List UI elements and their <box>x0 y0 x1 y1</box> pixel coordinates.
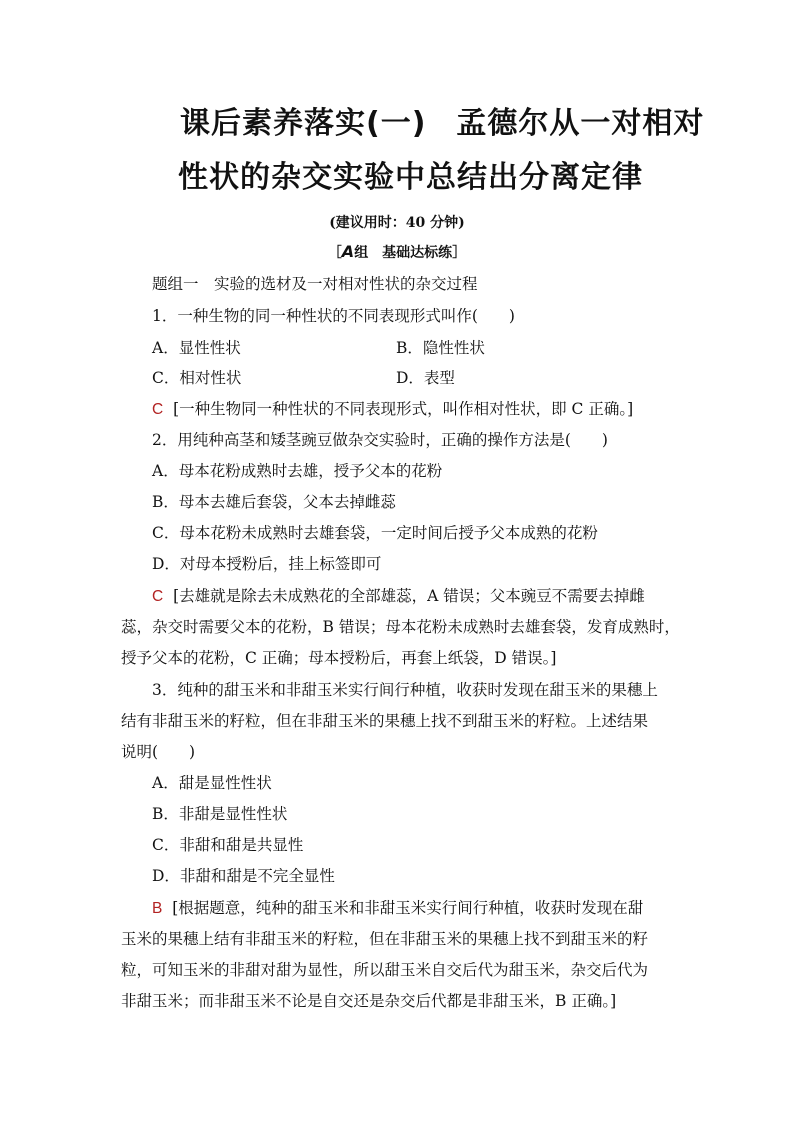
q1-option-c: C．相对性状 <box>152 369 242 387</box>
q3-explanation-2: 玉米的果穗上结有非甜玉米的籽粒，但在非甜玉米的果穗上找不到甜玉米的籽 <box>121 930 649 948</box>
q2-explanation-1: [去雄就是除去未成熟花的全部雄蕊，A 错误；父本豌豆不需要去掉雌 <box>173 587 645 605</box>
q2-option-d: D．对母本授粉后，挂上标签即可 <box>152 555 382 573</box>
q3-option-b: B．非甜是显性性状 <box>152 805 288 823</box>
q3-answer: B <box>152 900 163 917</box>
q2-explanation-3: 授予父本的花粉，C 正确；母本授粉后，再套上纸袋，D 错误。] <box>121 649 557 667</box>
group-heading <box>0 242 794 262</box>
q3-explanation-3: 粒，可知玉米的非甜对甜为显性，所以甜玉米自交后代为甜玉米，杂交后代为 <box>121 961 649 979</box>
q1-explanation: [一种生物同一种性状的不同表现形式，叫作相对性状，即 C 正确。] <box>173 400 634 418</box>
q2-option-a: A．母本花粉成熟时去雄，授予父本的花粉 <box>152 462 443 480</box>
q2-stem: 2．用纯种高茎和矮茎豌豆做杂交实验时，正确的操作方法是( ) <box>152 431 608 449</box>
q3-explanation-1: [根据题意，纯种的甜玉米和非甜玉米实行间行种植，收获时发现在甜 <box>172 899 644 917</box>
q3-stem-3: 说明( ) <box>121 743 196 761</box>
q2-answer-line <box>152 586 645 607</box>
suggested-time: (建议用时：40 分钟) <box>329 215 465 231</box>
q1-answer-line <box>152 399 633 420</box>
title-series: 课后素养落实(一) <box>180 106 427 141</box>
title-topic-start: 孟德尔从一对相对 <box>456 106 705 141</box>
q2-explanation-2: 蕊，杂交时需要父本的花粉，B 错误；母本花粉未成熟时去雄套袋，发育成熟时， <box>121 618 680 636</box>
group-bracket-right: ］ <box>452 245 467 261</box>
q3-explanation-4: 非甜玉米；而非甜玉米不论是自交还是杂交后代都是非甜玉米，B 正确。] <box>121 992 617 1010</box>
group-bracket-left: ［ <box>327 245 342 261</box>
q1-option-a: A．显性性状 <box>152 339 241 357</box>
q3-option-c: C．非甜和甜是共显性 <box>152 836 304 854</box>
q1-answer: C <box>152 401 164 418</box>
q2-option-c: C．母本花粉未成熟时去雄套袋，一定时间后授予父本成熟的花粉 <box>152 524 598 542</box>
q1-option-b: B．隐性性状 <box>396 339 485 357</box>
q1-stem: 1．一种生物的同一种性状的不同表现形式叫作( ) <box>152 307 515 325</box>
q1-option-d: D．表型 <box>396 369 455 387</box>
group-label: 组 基础达标练 <box>354 245 453 261</box>
page-title-line-1 <box>180 98 740 142</box>
group-letter: A <box>341 242 355 261</box>
page-title-line-2: 性状的杂交实验中总结出分离定律 <box>178 160 643 195</box>
q2-option-b: B．母本去雄后套袋，父本去掉雌蕊 <box>152 493 396 511</box>
section-title: 题组一 实验的选材及一对相对性状的杂交过程 <box>152 275 478 293</box>
q3-stem-1: 3．纯种的甜玉米和非甜玉米实行间行种植，收获时发现在甜玉米的果穗上 <box>152 681 658 699</box>
q3-option-a: A．甜是显性性状 <box>152 774 272 792</box>
q3-option-d: D．非甜和甜是不完全显性 <box>152 867 335 885</box>
q3-answer-line <box>152 898 643 919</box>
q3-stem-2: 结有非甜玉米的籽粒，但在非甜玉米的果穗上找不到甜玉米的籽粒。上述结果 <box>121 712 649 730</box>
q2-answer: C <box>152 588 164 605</box>
